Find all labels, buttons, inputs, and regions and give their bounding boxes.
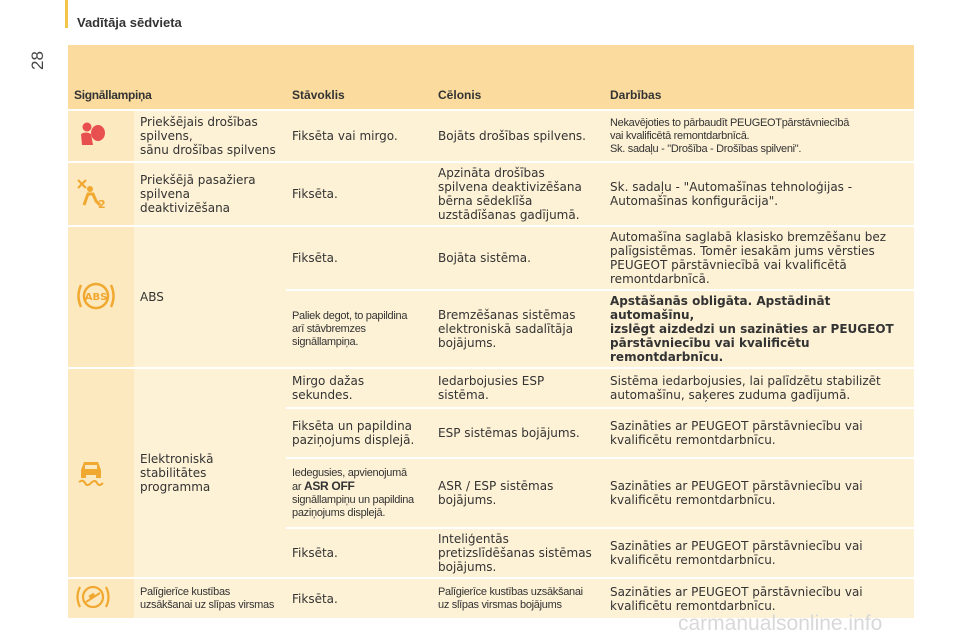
row-state: Fiksēta un papildina paziņojums displejā. bbox=[286, 408, 432, 458]
row-cause: Palīgierīce kustības uzsākšanai uz slīpas virsmas bojājums bbox=[432, 578, 604, 619]
row-state: Fiksēta. bbox=[286, 162, 432, 226]
row-action: Sistēma iedarbojusies, lai palīdzētu stabilizēt automašīnu, saķeres zuduma gadījumā. bbox=[604, 368, 914, 408]
row-action: Sk. sadaļu - "Automašīnas tehnoloģijas - Automašīnas konfigurācija". bbox=[604, 162, 914, 226]
row-state: Fiksēta. bbox=[286, 578, 432, 619]
esp-icon bbox=[68, 368, 134, 578]
row-name: Elektroniskā stabilitātes programma bbox=[134, 368, 286, 578]
row-cause: ASR / ESP sistēmas bojājums. bbox=[432, 458, 604, 528]
row-action: Sazināties ar PEUGEOT pārstāvniecību vai kvalificētu remontdarbnīcu. bbox=[604, 528, 914, 578]
row-cause: Inteliģentās pretizslīdēšanas sistēmas bojājums. bbox=[432, 528, 604, 578]
row-action: Automašīna saglabā klasisko bremzēšanu bez palīgsistēmas. Tomēr iesakām jums vērsties PEUGEOT pārstāvniecībā vai kvalificētā remontdarbnīcā. bbox=[604, 226, 914, 290]
table-row bbox=[68, 368, 914, 408]
svg-text:ABS: ABS bbox=[84, 291, 108, 303]
table-header-row bbox=[68, 81, 914, 110]
row-cause: ESP sistēmas bojājums. bbox=[432, 408, 604, 458]
row-action: Apstāšanās obligāta. Apstādināt automašīnu, izslēgt aizdedzi un sazināties ar PEUGEOT pārstāvniecību vai kvalificētu remontdarbnīcu. bbox=[604, 290, 914, 368]
table-banner bbox=[68, 45, 914, 81]
row-action: Sazināties ar PEUGEOT pārstāvniecību vai kvalificētu remontdarbnīcu. bbox=[604, 578, 914, 619]
header-state: Stāvoklis bbox=[286, 81, 432, 110]
row-state: Fiksēta vai mirgo. bbox=[286, 110, 432, 162]
header-actions: Darbības bbox=[604, 81, 914, 110]
row-cause: Iedarbojusies ESP sistēma. bbox=[432, 368, 604, 408]
row-state: Fiksēta. bbox=[286, 528, 432, 578]
row-action: Sazināties ar PEUGEOT pārstāvniecību vai kvalificētu remontdarbnīcu. bbox=[604, 458, 914, 528]
row-action: Sazināties ar PEUGEOT pārstāvniecību vai kvalificētu remontdarbnīcu. bbox=[604, 408, 914, 458]
section-accent-bar bbox=[65, 0, 68, 28]
row-cause: Bremzēšanas sistēmas elektroniskā sadalītāja bojājums. bbox=[432, 290, 604, 368]
passenger-airbag-off-icon bbox=[68, 162, 134, 226]
row-state: Fiksēta. bbox=[286, 226, 432, 290]
row-state: Paliek degot, to papildina arī stāvbremzes signāllampiņa. bbox=[286, 290, 432, 368]
row-cause: Bojāta sistēma. bbox=[432, 226, 604, 290]
asr-off-label: ASR OFF bbox=[303, 478, 355, 493]
row-state: Mirgo dažas sekundes. bbox=[286, 368, 432, 408]
page-number: 28 bbox=[28, 51, 47, 70]
row-state: Iedegusies, apvienojumā ar ASR OFF signāllampiņu un papildina paziņojums displejā. bbox=[286, 458, 432, 528]
row-name: ABS bbox=[134, 226, 286, 368]
row-name: Palīgierīce kustības uzsākšanai uz slīpas virsmas bbox=[134, 578, 286, 619]
row-name: Priekšējā pasažiera spilvena deaktivizēšana bbox=[134, 162, 286, 226]
hill-start-assist-icon bbox=[68, 578, 134, 619]
abs-icon bbox=[68, 226, 134, 368]
table-row bbox=[68, 110, 914, 162]
table-row bbox=[68, 226, 914, 290]
section-title: Vadītāja sēdvieta bbox=[77, 15, 182, 30]
table-row bbox=[68, 162, 914, 226]
airbag-warning-icon bbox=[68, 110, 134, 162]
row-name: Priekšējais drošības spilvens, sānu drošības spilvens bbox=[134, 110, 286, 162]
warning-lamps-table bbox=[68, 81, 914, 620]
row-cause: Bojāts drošības spilvens. bbox=[432, 110, 604, 162]
row-cause: Apzināta drošības spilvena deaktivizēšana bērna sēdeklīša uzstādīšanas gadījumā. bbox=[432, 162, 604, 226]
row-action: Nekavējoties to pārbaudīt PEUGEOTpārstāvniecībā vai kvalificētā remontdarbnīcā. Sk. sadaļu - "Drošība - Drošības spilveni". bbox=[604, 110, 914, 162]
header-icon: Signāllampiņa bbox=[68, 81, 286, 110]
footer-watermark: carmanualsonline.info bbox=[678, 612, 883, 635]
svg-text:2: 2 bbox=[98, 197, 106, 209]
header-cause: Cēlonis bbox=[432, 81, 604, 110]
